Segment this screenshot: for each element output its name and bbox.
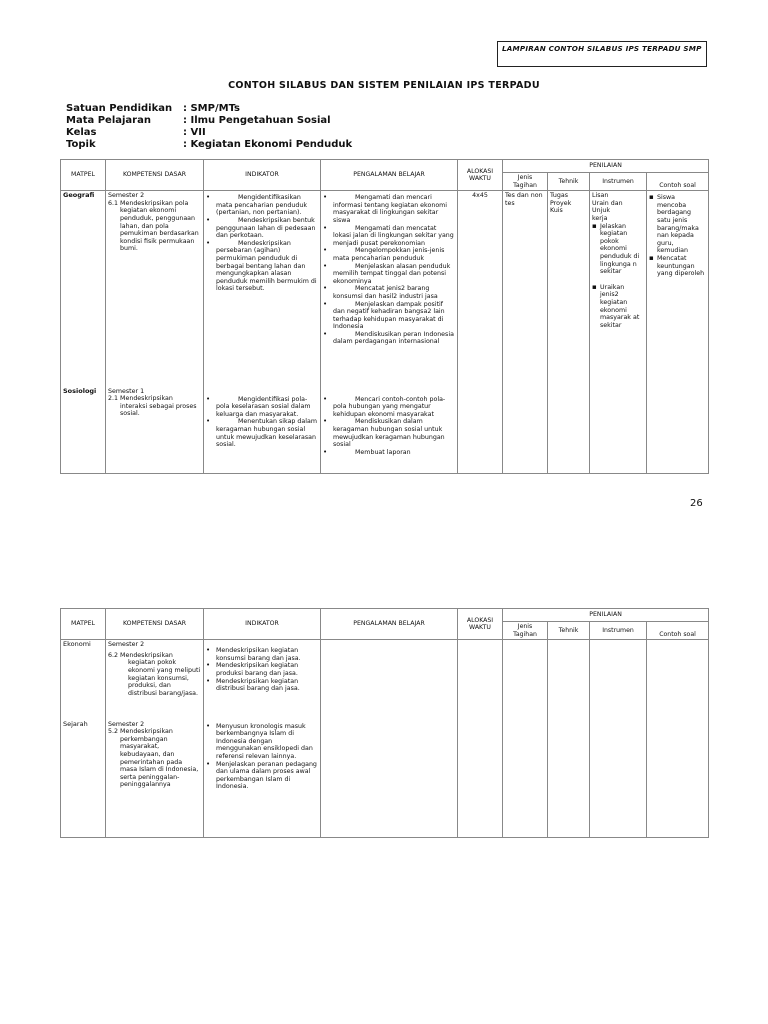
kd-text: 6.1 Mendeskripsikan pola kegiatan ekonomi penduduk, penggunaan lahan, dan pola pemukiman berdasarkan kondisi fisik permukaan bumi. — [108, 199, 199, 253]
list-item: ▪ Mencatat keuntungan yang diperoleh — [649, 253, 705, 278]
col-tehnik: Tehnik — [548, 173, 590, 191]
jenis-value: Tes dan non tes — [505, 192, 543, 207]
col-jenis: Jenis Tagihan — [503, 622, 548, 640]
col-matpel: MATPEL — [61, 609, 106, 640]
bullet-icon: ▪ — [649, 253, 654, 262]
syllabus-table-1 — [60, 159, 709, 474]
page-number: 26 — [690, 498, 703, 509]
meta-row-topik — [66, 139, 352, 151]
list-item: • Mendeskripsikan persebaran (agihan) permukiman penduduk di berbagai bentang lahan dan mengungkapkan alasan penduduk memilih bermukim di lokasi tersebut. — [206, 238, 317, 293]
meta-block — [66, 103, 352, 151]
col-contoh: Contoh soal — [647, 622, 709, 640]
header-box: LAMPIRAN CONTOH SILABUS IPS TERPADU SMP — [497, 41, 707, 67]
bullet-icon: • — [323, 284, 328, 293]
bullet-icon: • — [206, 676, 211, 685]
bullet-icon: ▪ — [649, 193, 654, 202]
list-item: • Menyusun kronologis masuk berkembangnya Islam di Indonesia dengan menggunakan ensiklopedi dan referensi relevan lainnya. — [206, 721, 313, 761]
bullet-icon: • — [323, 246, 328, 255]
bullet-icon: ▪ — [592, 282, 597, 291]
bullet-icon: • — [323, 193, 328, 202]
col-jenis: Jenis Tagihan — [503, 173, 548, 191]
col-penilaian: PENILAIAN — [503, 160, 709, 173]
list-item: • Mencatat jenis2 barang konsumsi dan hasil2 industri jasa — [323, 284, 438, 300]
meta-value: : VII — [183, 127, 206, 138]
col-tehnik: Tehnik — [548, 622, 590, 640]
meta-value: : Ilmu Pengetahuan Sosial — [183, 115, 331, 126]
meta-row-mapel — [66, 115, 352, 127]
col-kd: KOMPETENSI DASAR — [106, 609, 204, 640]
matpel-geografi: Geografi — [63, 191, 95, 200]
col-instrumen: Instrumen — [590, 622, 647, 640]
syllabus-table-2 — [60, 608, 709, 838]
list-item: • Mengamati dan mencatat lokasi jalan di lingkungan sekitar yang menjadi pusat perekonomian — [323, 223, 454, 247]
bullet-icon: • — [206, 417, 211, 426]
bullet-icon: • — [323, 299, 328, 308]
meta-value: : Kegiatan Ekonomi Penduduk — [183, 139, 353, 150]
semester-label: Semester 1 — [108, 387, 145, 395]
col-penilaian: PENILAIAN — [503, 609, 709, 622]
semester-label: Semester 2 — [108, 641, 145, 649]
bullet-icon: • — [323, 261, 328, 270]
list-item: • Menjelaskan dampak positif dan negatif kehadiran bangsa2 lain terhadap kehidupan masyarakat di Indonesia — [323, 299, 445, 331]
list-item: ▪ Siswa mencoba berdagang satu jenis barang/maka nan kepada guru, kemudian — [649, 193, 699, 255]
bullet-icon: • — [206, 721, 211, 730]
col-alokasi: ALOKASI WAKTU — [458, 609, 503, 640]
meta-label: Topik — [66, 139, 96, 150]
list-item: • Mendiskusikan peran Indonesia dalam perdagangan internasional — [323, 329, 454, 346]
kd-text: 5.2 Mendeskripsikan perkembangan masyarakat, kebudayaan, dan pemerintahan pada masa Islam di Indonesia, serta peninggalan-peninggalannya — [108, 728, 199, 789]
list-item: • Mendeskripsikan kegiatan produksi barang dan jasa. — [206, 661, 299, 677]
list-item: • Membuat laporan — [323, 447, 411, 456]
bullet-icon: • — [323, 394, 328, 403]
bullet-icon: • — [206, 215, 211, 224]
alokasi-value: 4x45 — [472, 192, 488, 200]
meta-value: : SMP/MTs — [183, 103, 241, 114]
col-contoh: Contoh soal — [647, 173, 709, 191]
bullet-icon: • — [206, 759, 211, 768]
header-row — [61, 160, 709, 173]
kd-text: 6.2 Mendeskripsikan kegiatan pokok ekonomi yang meliputi kegiatan konsumsi, produksi, dan distribusi barang/jasa. — [108, 651, 201, 697]
col-kd: KOMPETENSI DASAR — [106, 160, 204, 191]
col-matpel: MATPEL — [61, 160, 106, 191]
instrumen-text: Lisan Urain dan Unjuk kerja — [592, 192, 623, 222]
bullet-icon: ▪ — [592, 221, 597, 230]
list-item: • Mengidentifikasikan mata pencaharian penduduk (pertanian, non pertanian). — [206, 193, 308, 217]
bullet-icon: • — [206, 646, 211, 655]
meta-label: Kelas — [66, 127, 97, 138]
tehnik-value: Tugas Proyek Kuis — [550, 192, 572, 215]
table-row-ekonomi — [61, 640, 709, 720]
semester-label: Semester 2 — [108, 192, 145, 200]
list-item: • Mendeskripsikan kegiatan distribusi barang dan jasa. — [206, 676, 300, 693]
document-title: CONTOH SILABUS DAN SISTEM PENILAIAN IPS TERPADU — [228, 80, 540, 91]
meta-label: Satuan Pendidikan — [66, 103, 173, 114]
bullet-icon: • — [206, 193, 211, 202]
bullet-icon: • — [323, 447, 328, 456]
list-item: • Mengelompokkan jenis-jenis mata pencaharian penduduk — [323, 246, 445, 262]
list-item: • Mendeskripsikan bentuk penggunaan lahan di pedesaan dan perkotaan. — [206, 215, 316, 240]
col-indikator: INDIKATOR — [204, 609, 321, 640]
bullet-icon: • — [323, 329, 328, 338]
header-row — [61, 609, 709, 622]
kd-text: 2.1 Mendeskripsikan interaksi sebagai proses sosial. — [108, 395, 197, 418]
col-alokasi: ALOKASI WAKTU — [458, 160, 503, 191]
matpel-sejarah: Sejarah — [63, 719, 88, 728]
col-pengalaman: PENGALAMAN BELAJAR — [321, 609, 458, 640]
meta-label: Mata Pelajaran — [66, 115, 151, 126]
col-pengalaman: PENGALAMAN BELAJAR — [321, 160, 458, 191]
list-item: • Menjelaskan alasan penduduk memilih tempat tinggal dan potensi ekonominya — [323, 261, 451, 285]
table-row-geografi — [61, 191, 709, 387]
bullet-icon: • — [323, 223, 328, 232]
semester-label: Semester 2 — [108, 720, 145, 728]
bullet-icon: • — [206, 394, 211, 403]
bullet-icon: • — [206, 661, 211, 670]
list-item: • Mencari contoh-contoh pola-pola hubungan yang mengatur kehidupan ekonomi masyarakat — [323, 394, 446, 418]
matpel-ekonomi: Ekonomi — [63, 640, 91, 649]
meta-row-kelas — [66, 127, 352, 139]
meta-row-satuan — [66, 103, 352, 115]
col-indikator: INDIKATOR — [204, 160, 321, 191]
list-item: • Menjelaskan peranan pedagang dan ulama dalam proses awal perkembangan Islam di Indonesia. — [206, 759, 317, 791]
col-instrumen: Instrumen — [590, 173, 647, 191]
list-item: • Mengamati dan mencari informasi tentang kegiatan ekonomi masyarakat di lingkungan sekitar siswa — [323, 193, 448, 224]
list-item: ▪ Uraikan jenis2 kegiatan ekonomi masyarak at sekitar — [592, 282, 640, 329]
matpel-sosiologi: Sosiologi — [63, 386, 97, 395]
list-item: • Mengidentifikasi pola-pola keselarasan sosial dalam keluarga dan masyarakat. — [206, 394, 311, 418]
list-item: ▪ Jelaskan kegiatan pokok ekonomi penduduk di lingkunga n sekitar — [592, 221, 640, 276]
bullet-icon: • — [206, 238, 211, 247]
bullet-icon: • — [323, 417, 328, 426]
list-item: • Menentukan sikap dalam keragaman hubungan sosial untuk mewujudkan keselarasan sosial. — [206, 417, 318, 449]
list-item: • Mendeskripsikan kegiatan konsumsi barang dan jasa. — [206, 646, 301, 662]
list-item: • Mendiskusikan dalam keragaman hubungan sosial untuk mewujudkan keragaman hubungan sosial — [323, 417, 445, 449]
